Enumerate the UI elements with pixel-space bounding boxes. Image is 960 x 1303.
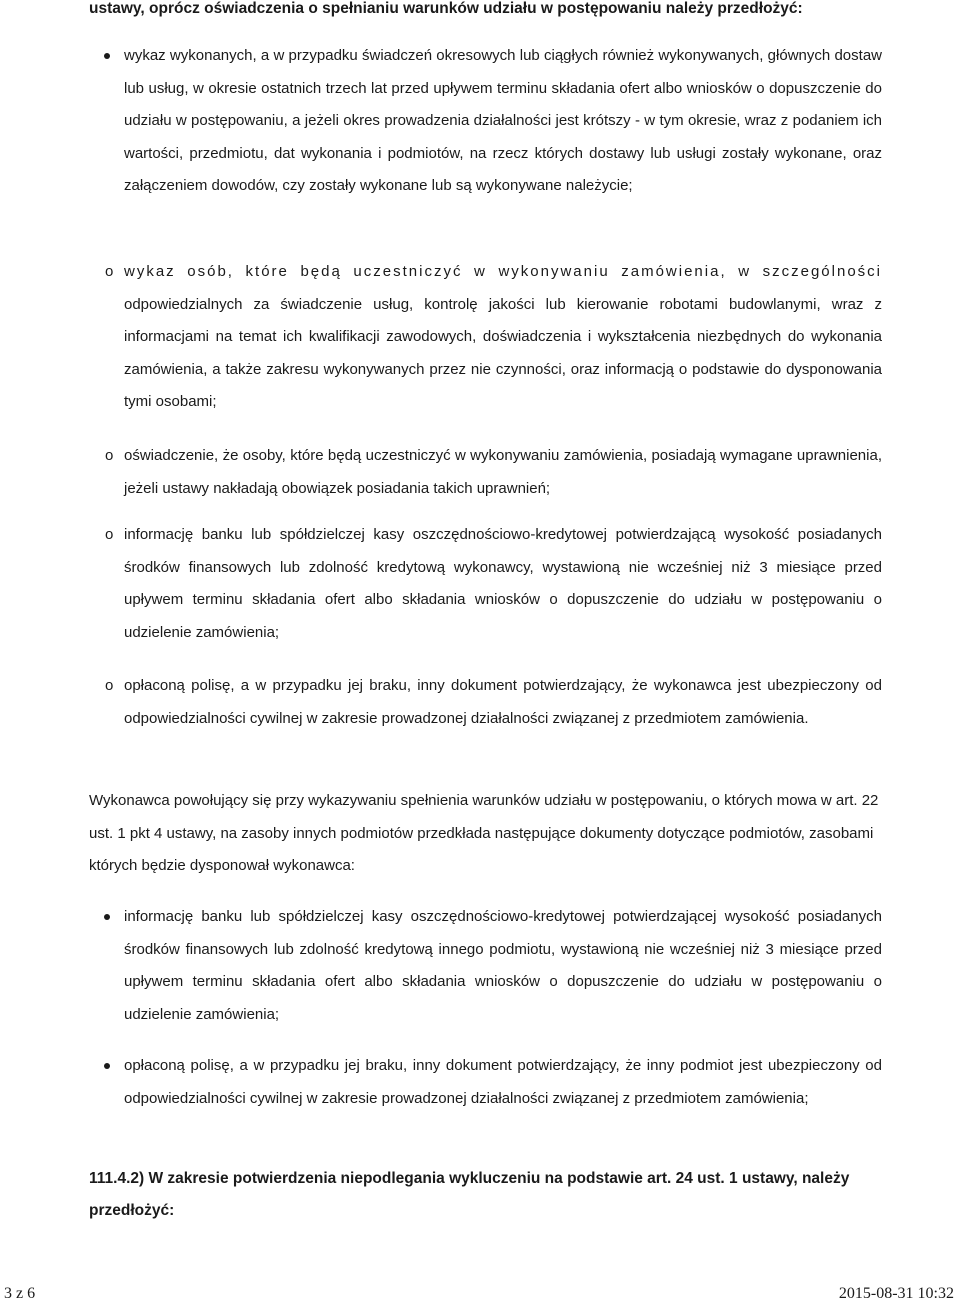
list-item-other-bank-info: informację banku lub spółdzielczej kasy oszczędnościowo-kredytowej potwierdzającej wysokość posiadanych środków finansowych lub zdolność kredytową innego podmiotu, wystawioną nie wcześniej niż 3 miesiące przed upływem terminu składania ofert albo składania wniosków o dopuszczenie do udziału w postępowaniu o udzielenie zamówienia; xyxy=(124,901,882,1031)
list-item-other-insurance: opłaconą polisę, a w przypadku jej braku, inny dokument potwierdzający, że inny podmiot jest ubezpieczony od odpowiedzialności cywilnej w zakresie prowadzonej działalności związanej z przedmiotem zamówienia; xyxy=(124,1050,882,1115)
list-item-personnel-lead: wykaz osób, które będą uczestniczyć w wykonywaniu zamówienia, w szczególności xyxy=(124,263,882,280)
resources-paragraph: Wykonawca powołujący się przy wykazywaniu spełnienia warunków udziału w postępowaniu, o których mowa w art. 22 ust. 1 pkt 4 ustawy, na zasoby innych podmiotów przedkłada następujące dokumenty dotyczące podmiotów, zasobami których będzie dysponował wykonawca: xyxy=(89,792,879,874)
list-item-qualifications: o oświadczenie, że osoby, które będą uczestniczyć w wykonywaniu zamówienia, posiadają wymagane uprawnienia, jeżeli ustawy nakładają obowiązek posiadania takich uprawnień; xyxy=(124,440,882,505)
section-heading-top: ustawy, oprócz oświadczenia o spełnianiu warunków udziału w postępowaniu należy przedłożyć: xyxy=(89,0,803,17)
print-timestamp: 2015-08-31 10:32 xyxy=(838,1285,954,1302)
list-item-personnel-rest: odpowiedzialnych za świadczenie usług, kontrolę jakości lub kierowanie robotami budowlanymi, wraz z informacjami na temat ich kwalifikacji zawodowych, doświadczenia i wykształcenia niezbędnych do wykonania zamówienia, a także zakresu wykonywanych przez nie czynności, oraz informacją o podstawie do dysponowania tymi osobami; xyxy=(124,295,882,410)
page-number: 3 z 6 xyxy=(4,1285,36,1302)
list-item-insurance: o opłaconą polisę, a w przypadku jej braku, inny dokument potwierdzający, że wykonawca jest ubezpieczony od odpowiedzialności cywilnej w zakresie prowadzonej działalności związanej z przedmiotem zamówienia. xyxy=(124,670,882,735)
list-item-personnel xyxy=(124,256,882,419)
list-item-experience: wykaz wykonanych, a w przypadku świadczeń okresowych lub ciągłych również wykonywanych, głównych dostaw lub usług, w okresie ostatnich trzech lat przed upływem terminu składania ofert albo wniosków o dopuszczenie do udziału w postępowaniu, a jeżeli okres prowadzenia działalności jest krótszy - w tym okresie, wraz z podaniem ich wartości, przedmiotu, dat wykonania i podmiotów, na rzecz których dostawy lub usługi zostały wykonane, oraz załączeniem dowodów, czy zostały wykonane lub są wykonywane należycie; xyxy=(124,40,882,203)
section-heading-bottom: 111.4.2) W zakresie potwierdzenia niepodlegania wykluczeniu na podstawie art. 24 ust. 1 ustawy, należy przedłożyć: xyxy=(89,1170,850,1219)
list-item-bank-info: o informację banku lub spółdzielczej kasy oszczędnościowo-kredytowej potwierdzającą wysokość posiadanych środków finansowych lub zdolność kredytową wykonawcy, wystawioną nie wcześniej niż 3 miesiące przed upływem terminu składania ofert albo składania wniosków o dopuszczenie do udziału w postępowaniu o udzielenie zamówienia; xyxy=(124,519,882,649)
